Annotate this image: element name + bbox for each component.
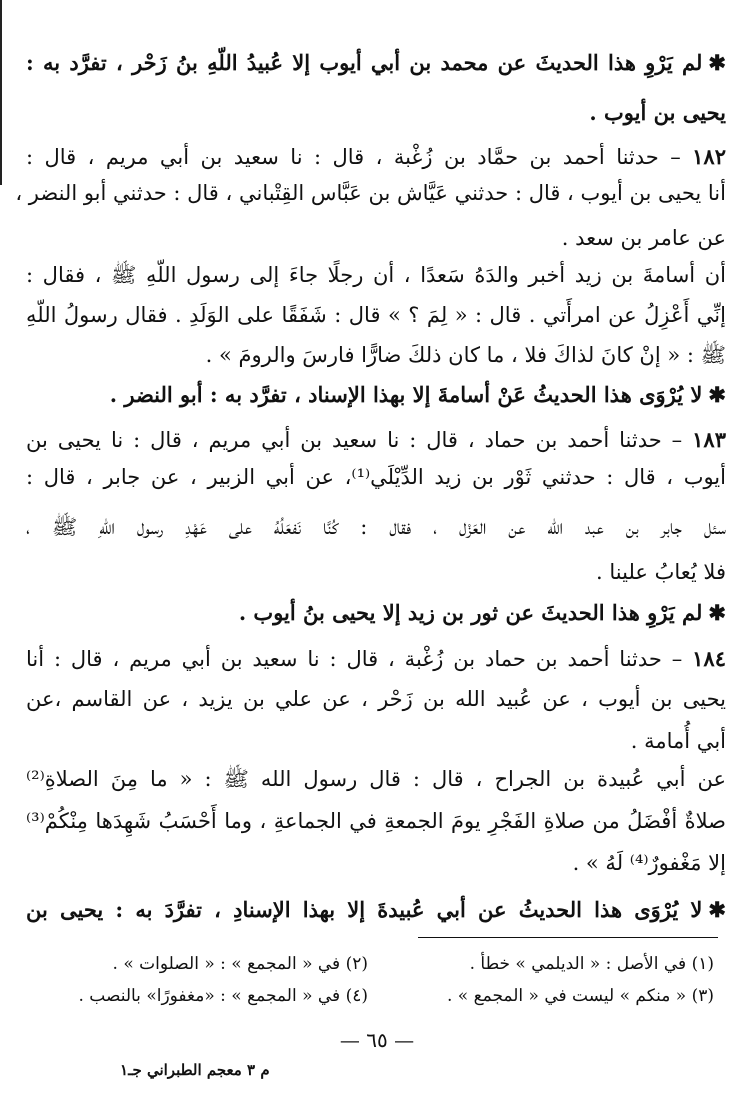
text-line	[15, 178, 726, 208]
line-text: أنا يحيى بن أيوب ، قال : حدثني عَيَّاش بن عَبَّاس القِتْباني ، قال : حدثني أبو النضر ،	[15, 181, 726, 205]
line-text: لم يَرْوِ هذا الحديثَ عن محمد بن أبي أيوب إلا عُبيدُ اللّهِ بنُ زَحْر ، تفرَّد به :	[26, 50, 703, 75]
text-line	[26, 300, 726, 330]
text-line	[26, 557, 726, 587]
text-line	[26, 726, 726, 756]
hadith-number: ١٨٤	[692, 646, 726, 671]
text-line	[26, 895, 726, 925]
text-line	[26, 598, 726, 628]
hadith-number: ١٨٢	[692, 144, 726, 169]
line-text: أيوب ، قال : حدثني ثَوْر بن زيد الدِّيْلَي⁽¹⁾، عن أبي الزبير ، عن جابر ، قال :	[26, 465, 726, 489]
page-edge-rule	[0, 0, 2, 185]
line-text: فلا يُعابُ علينا .	[596, 560, 726, 584]
text-line	[26, 512, 726, 542]
hadith-number: ١٨٣	[692, 427, 726, 452]
line-text: أبي أُمامة .	[630, 729, 726, 753]
asterisk-marker-icon: ✱	[708, 600, 726, 625]
line-text: – حدثنا أحمد بن حماد ، قال : نا سعيد بن أبي مريم ، قال : نا يحيى بن	[26, 428, 683, 452]
asterisk-marker-icon: ✱	[708, 50, 726, 75]
line-text: لا يُرْوَى هذا الحديثُ عَنْ أسامةَ إلا بهذا الإسناد ، تفرَّد به : أبو النضر .	[109, 382, 703, 407]
line-text: يحيى بن أيوب .	[589, 100, 726, 125]
text-line	[26, 380, 726, 410]
line-text: ﷺ : « إنْ كانَ لذاكَ فلا ، ما كان ذلكَ ضارًّا فارسَ والرومَ » .	[205, 343, 726, 367]
footnote: (٢) في « المجمع » : « الصلوات » .	[112, 954, 368, 974]
text-line	[26, 848, 726, 878]
text-line	[26, 260, 726, 290]
text-line	[26, 142, 726, 172]
text-line	[26, 806, 726, 836]
line-text: لا يُرْوَى هذا الحديثُ عن أبي عُبيدةَ إلا بهذا الإسنادِ ، تفرَّدَ به : يحيى بن	[26, 897, 703, 922]
line-text: – حدثنا أحمد بن حمَّاد بن زُغْبة ، قال : نا سعيد بن أبي مريم ، قال :	[26, 145, 681, 169]
line-text: سئل جابر بن عبد الله عن العَزْل ، فقال : كُنَّا نَفعَلُهُ على عَهْدِ رسول اللّهِ ﷺ ،	[26, 515, 726, 539]
line-text: إنِّي أَعْزِلُ عن امرأَتي . قال : « لِمَ ؟ » قال : شَفَقًا على الوَلَدِ . فقال رسولُ اللّهِ	[26, 303, 726, 327]
line-text: لم يَرْوِ هذا الحديثَ عن ثور بن زيد إلا يحيى بنُ أيوب .	[238, 600, 703, 625]
text-line	[26, 462, 726, 492]
asterisk-marker-icon: ✱	[708, 382, 726, 407]
line-text: أن أسامةَ بن زيد أخبر والدَهُ سَعدًا ، أن رجلًا جاءَ إلى رسول اللّهِ ﷺ ، فقال :	[26, 263, 726, 287]
footnote: (٤) في « المجمع » : «مغفورًا» بالنصب .	[78, 986, 368, 1006]
signature-mark: م ٣ معجم الطبراني جـ١	[120, 1061, 270, 1079]
text-line	[26, 98, 726, 128]
text-line	[26, 425, 726, 455]
line-text: يحيى بن أيوب ، عن عُبيد الله بن زَحْر ، عن علي بن يزيد ، عن القاسم ،عن	[26, 687, 726, 711]
text-line	[26, 223, 726, 253]
line-text: صلاةٌ أفْضَلُ من صلاةِ الفَجْرِ يومَ الجمعةِ في الجماعةِ ، وما أَحْسَبُ شَهِدَها مِنْكُمْ⁽³⁾	[26, 809, 726, 833]
line-text: عن عامر بن سعد .	[561, 226, 726, 250]
page-number: — ٦٥ —	[339, 1028, 415, 1052]
text-line	[26, 684, 726, 714]
footnote-rule	[418, 937, 718, 938]
line-text: عن أبي عُبيدة بن الجراح ، قال : قال رسول الله ﷺ : « ما مِنَ الصلاةِ⁽²⁾	[26, 767, 726, 791]
line-text: – حدثنا أحمد بن حماد بن زُغْبة ، قال : نا سعيد بن أبي مريم ، قال : أنا	[26, 647, 683, 671]
footnote: (٣) « منكم » ليست في « المجمع » .	[446, 986, 714, 1006]
line-text: إلا مَغْفورٌ⁽⁴⁾ لَهُ » .	[572, 851, 726, 875]
footnote: (١) في الأصل : « الديلمي » خطأ .	[469, 954, 714, 974]
text-line	[26, 48, 726, 78]
asterisk-marker-icon: ✱	[708, 897, 726, 922]
text-line	[26, 340, 726, 370]
text-line	[26, 644, 726, 674]
text-line	[26, 764, 726, 794]
